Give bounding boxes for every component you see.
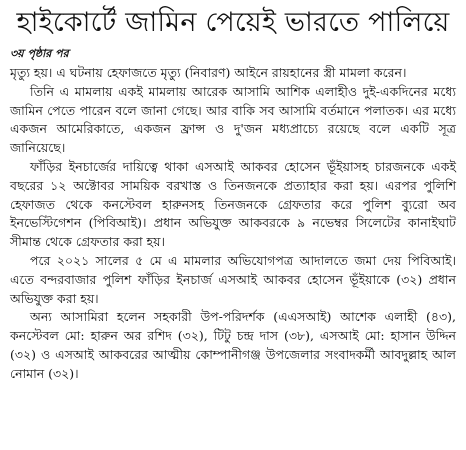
continued-from-label: ৩য় পৃষ্ঠার পর [10,47,69,60]
paragraph-3: ফাঁড়ির ইনচার্জের দায়িত্বে থাকা এসআই আকবর হোসেন ভূঁইয়াসহ চারজনকে একই বছরের ১২ অক্টোবর সাময়িক বরখাস্ত ও তিনজনকে প্রত্যাহার করা হয়। এরপর পুলিশি হেফাজত থেকে কনস্টেবল হারুনসহ তিনজনকে গ্রেফতার করে পুলিশ ব্যুরো অব ইনভেস্টিগেশন (পিবিআই)। প্রধান অভিযুক্ত আকবরকে ৯ নভেম্বর সিলেটের কানাইঘাট সীমান্ত থেকে গ্রেফতার করা হয়। [10,158,456,250]
paragraph-2-body: মধ্যে জামিন পেতে পারেন বলে জানা গেছে। আর বাকি সব আসামি বর্তমানে পলাতক। এর মধ্যে একজন আমেরিকাতে, একজন ফ্রান্স ও দু'জন মধ্যপ্রাচ্যে রয়েছে বলে একটি সূত্র জানিয়েছে। [10,83,456,156]
paragraph-2-lead: তিনি এ মামলায় একই মামলায় আরেক আসামি আশিক এলাহীও দুই-একদিনের [30,83,428,99]
headline: হাইকোর্টে জামিন পেয়েই ভারতে পালিয়ে [16,7,450,38]
paragraph-4: পরে ২০২১ সালের ৫ মে এ মামলার অভিযোগপত্র আদালতে জমা দেয় পিবিআই। এতে বন্দরবাজার পুলিশ ফাঁড়ির ইনচার্জ এসআই আকবর হোসেন ভূঁইয়াকে (৩২) প্রধান অভিযুক্ত করা হয়। [10,252,456,306]
paragraph-5: অন্য আসামিরা হলেন সহকারী উপ-পরিদর্শক (এএসআই) আশেক এলাহী (৪৩), কনস্টেবল মো: হারুন অর রশিদ (৩২), টিটু চন্দ্র দাস (৩৮), এসআই মো: হাসান উদ্দিন (৩২) ও এসআই আকবরের আত্মীয় কোম্পানীগঞ্জ উপজেলার সংবাদকর্মী আবদুল্লাহ আল নোমান (৩২)। [10,309,456,381]
paragraph-1: মৃত্যু হয়। এ ঘটনায় হেফাজতে মৃত্যু (নিবারণ) আইনে রায়হানের স্ত্রী মামলা করেন। [10,65,407,80]
paragraph-2 [10,83,456,158]
